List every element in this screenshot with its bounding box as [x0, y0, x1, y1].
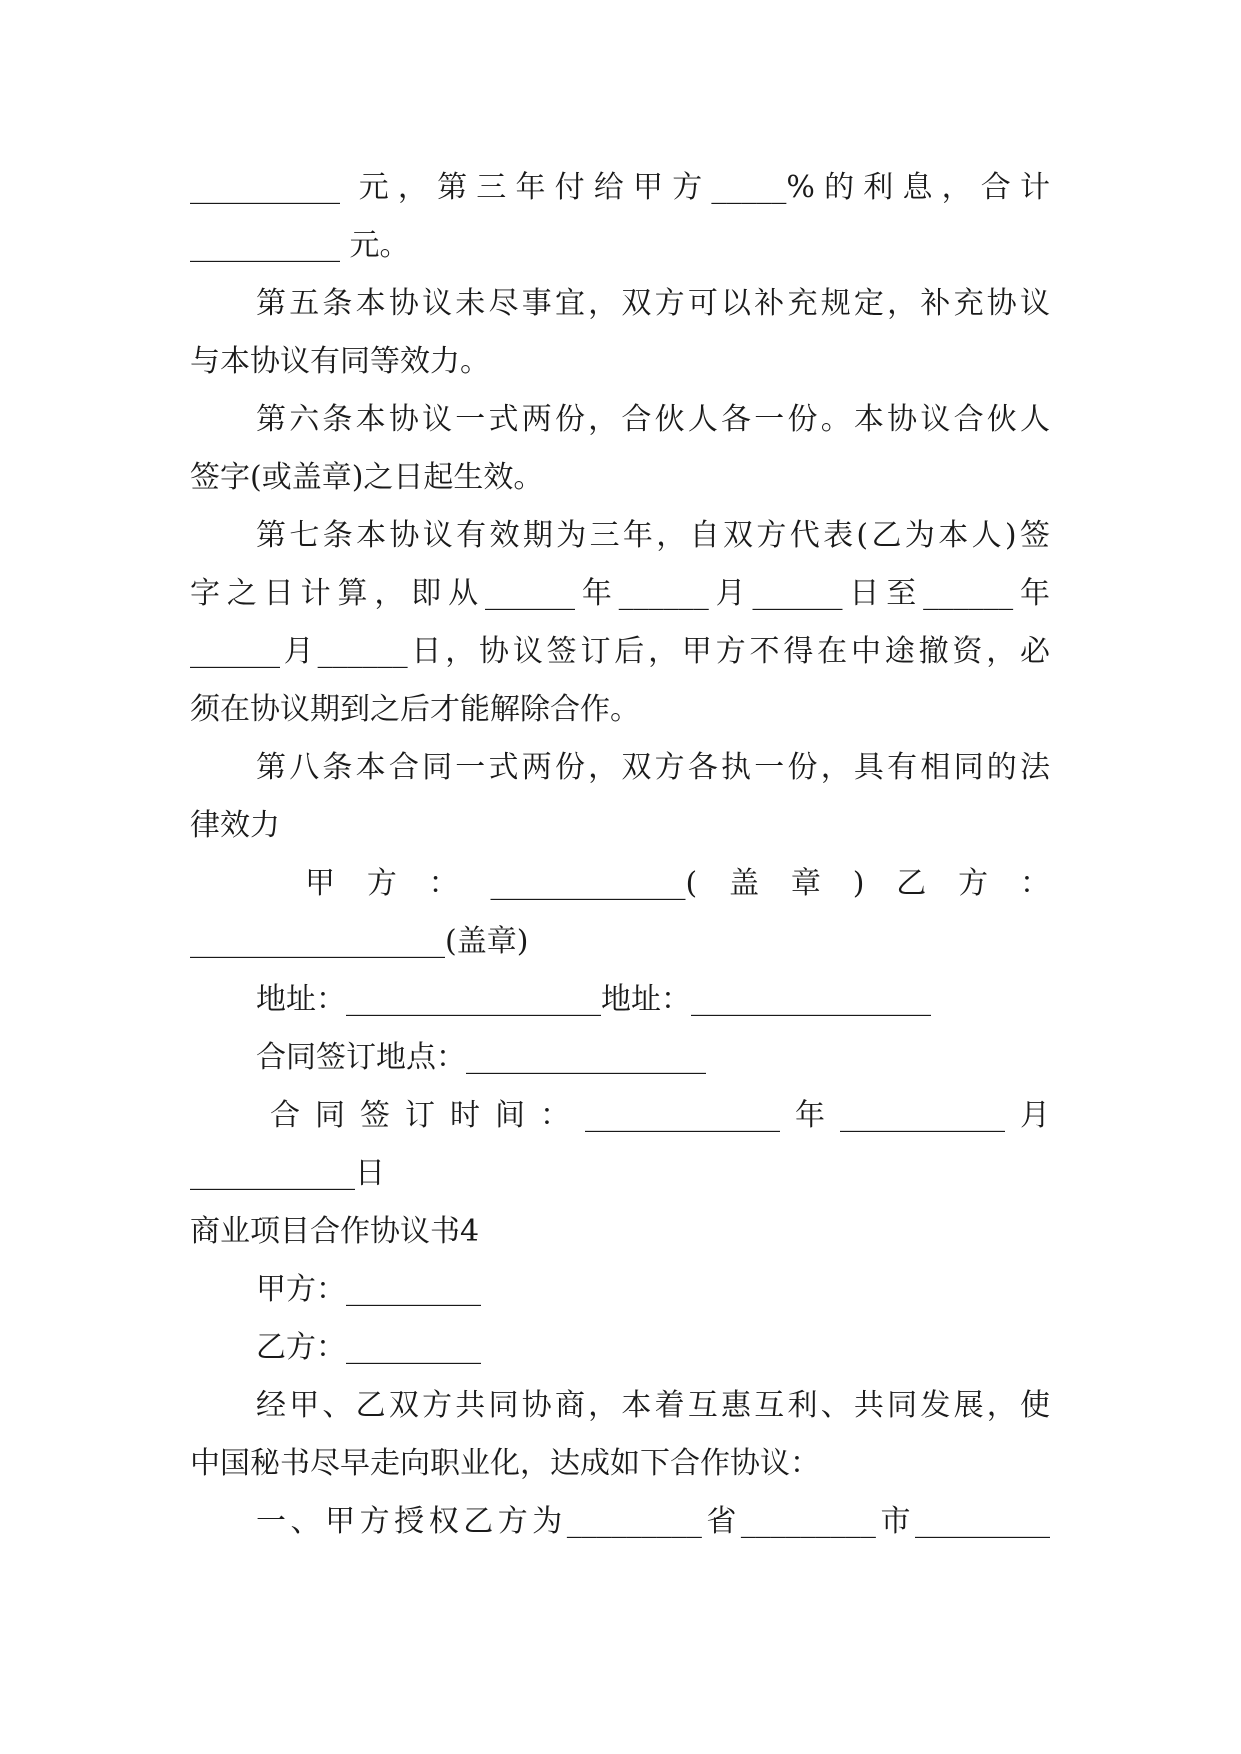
signing-time-line: 合同签订时间：_____________年___________月	[270, 1098, 1050, 1133]
section-title: 商业项目合作协议书4	[190, 1214, 480, 1249]
party-b-line: 乙方：_________	[256, 1330, 481, 1365]
text-line: _________________(盖章)	[190, 924, 529, 959]
text-line: 签字(或盖章)之日起生效。	[190, 460, 544, 495]
text-line: 经甲、乙双方共同协商，本着互惠互利、共同发展，使	[256, 1388, 1050, 1423]
text-line: 律效力	[190, 808, 280, 843]
text-line: 一、甲方授权乙方为_________省_________市_________	[256, 1504, 1050, 1539]
text-line: 第五条本协议未尽事宜，双方可以补充规定，补充协议	[256, 286, 1050, 321]
text-line: __________ 元。	[190, 228, 410, 263]
signing-place-line: 合同签订地点：________________	[256, 1040, 706, 1075]
text-line: 第六条本协议一式两份，合伙人各一份。本协议合伙人	[256, 402, 1050, 437]
text-line: 第七条本协议有效期为三年，自双方代表(乙为本人)签	[256, 518, 1050, 553]
text-line: 与本协议有同等效力。	[190, 344, 490, 379]
text-line: 字之日计算，即从______年______月______日至______年	[190, 576, 1050, 611]
text-line: ______月______日，协议签订后，甲方不得在中途撤资，必	[190, 634, 1050, 669]
text-line: ___________日	[190, 1156, 385, 1191]
text-line: __________ 元，第三年付给甲方_____%的利息，合计	[190, 170, 1050, 205]
party-a-line: 甲方：_________	[256, 1272, 481, 1307]
text-line: 须在协议期到之后才能解除合作。	[190, 692, 640, 727]
text-line: 第八条本合同一式两份，双方各执一份，具有相同的法	[256, 750, 1050, 785]
signature-line-party-a: 甲方：_____________(盖章)乙方：	[305, 866, 1050, 901]
address-line: 地址：_________________地址：________________	[256, 982, 931, 1017]
text-line: 中国秘书尽早走向职业化，达成如下合作协议：	[190, 1446, 820, 1481]
